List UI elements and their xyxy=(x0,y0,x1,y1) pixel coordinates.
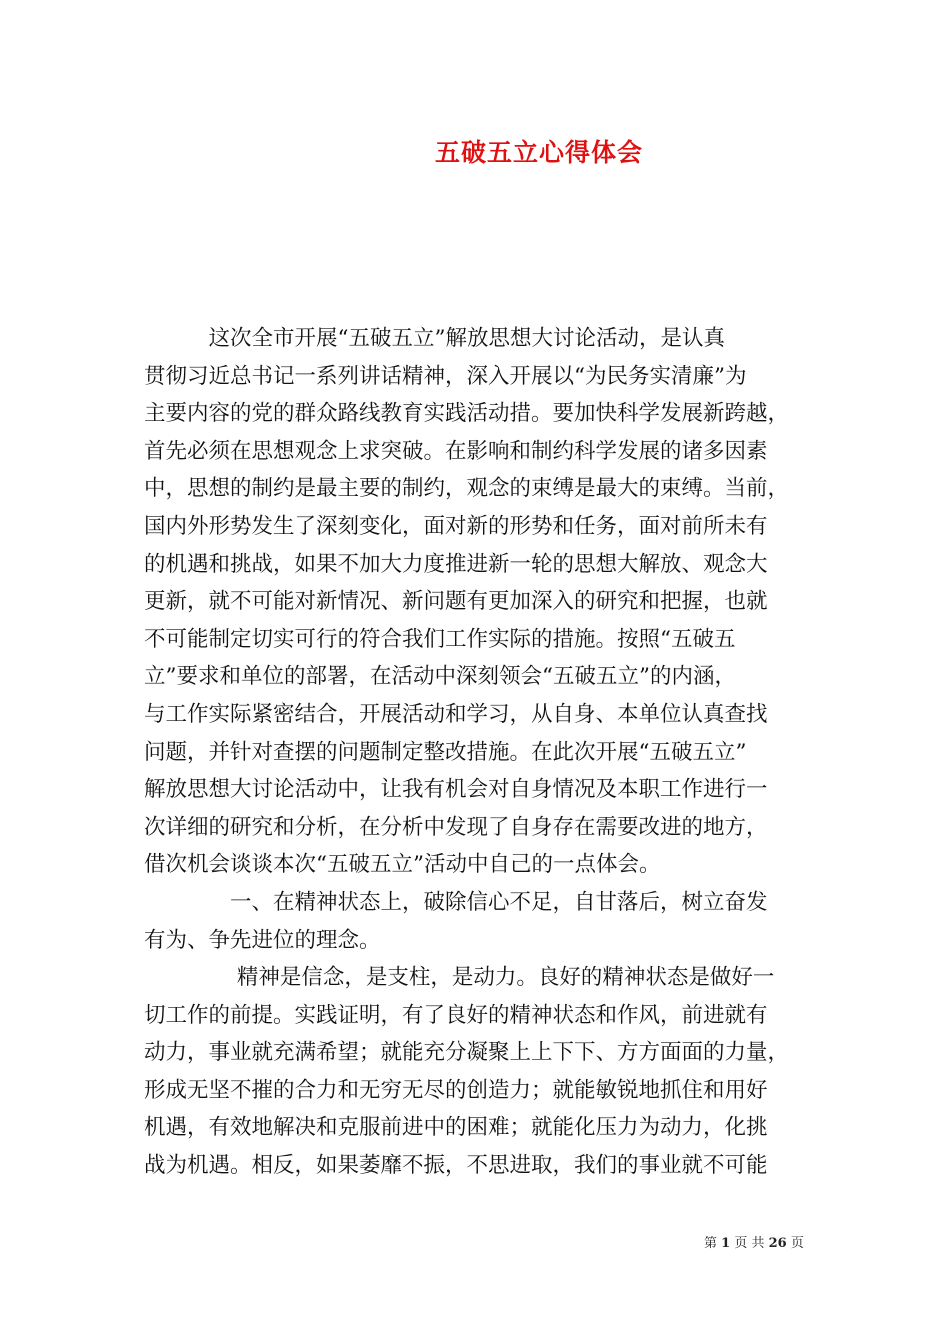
section-heading-line: 一、在精神状态上，破除信心不足，自甘落后，树立奋发 xyxy=(144,889,768,915)
footer-suffix: 页 xyxy=(786,1236,804,1251)
body-line: 的机遇和挑战，如果不加大力度推进新一轮的思想大解放、观念大 xyxy=(144,551,768,577)
body-line: 不可能制定切实可行的符合我们工作实际的措施。按照“五破五 xyxy=(144,626,736,652)
body-line: 贯彻习近总书记一系列讲话精神，深入开展以“为民务实清廉”为 xyxy=(144,363,747,389)
document-title: 五破五立心得体会 xyxy=(434,138,643,167)
body-line: 次详细的研究和分析，在分析中发现了自身存在需要改进的地方， xyxy=(144,814,768,840)
body-line: 机遇，有效地解决和克服前进中的困难；就能化压力为动力，化挑 xyxy=(144,1115,768,1141)
current-page-number: 1 xyxy=(721,1236,731,1251)
body-line: 解放思想大讨论活动中，让我有机会对自身情况及本职工作进行一 xyxy=(144,777,768,803)
footer-middle: 页 共 xyxy=(730,1236,769,1251)
body-line: 与工作实际紧密结合，开展活动和学习，从自身、本单位认真查找 xyxy=(144,701,768,727)
body-line: 战为机遇。相反，如果萎靡不振，不思进取，我们的事业就不可能 xyxy=(144,1153,768,1179)
body-line: 首先必须在思想观念上求突破。在影响和制约科学发展的诸多因素 xyxy=(144,438,768,464)
body-line: 立”要求和单位的部署，在活动中深刻领会“五破五立”的内涵， xyxy=(144,664,736,690)
body-line: 借次机会谈谈本次“五破五立”活动中自己的一点体会。 xyxy=(144,852,661,878)
footer-prefix: 第 xyxy=(704,1236,722,1251)
body-line: 这次全市开展“五破五立”解放思想大讨论活动，是认真 xyxy=(144,326,725,351)
body-line: 精神是信念，是支柱，是动力。良好的精神状态是做好一 xyxy=(144,965,775,991)
body-line: 中，思想的制约是最主要的制约，观念的束缚是最大的束缚。当前， xyxy=(144,476,790,502)
body-line: 切工作的前提。实践证明，有了良好的精神状态和作风，前进就有 xyxy=(144,1002,768,1028)
body-line: 国内外形势发生了深刻变化，面对新的形势和任务，面对前所未有 xyxy=(144,513,768,539)
document-body xyxy=(144,320,812,1185)
body-line: 问题，并针对查摆的问题制定整改措施。在此次开展“五破五立” xyxy=(144,739,747,765)
body-line: 主要内容的党的群众路线教育实践活动措。要加快科学发展新跨越， xyxy=(144,401,790,427)
body-line: 更新，就不可能对新情况、新问题有更加深入的研究和把握，也就 xyxy=(144,589,768,615)
body-line: 形成无坚不摧的合力和无穷无尽的创造力；就能敏锐地抓住和用好 xyxy=(144,1077,768,1103)
total-page-count: 26 xyxy=(768,1236,787,1251)
page-footer xyxy=(704,1232,804,1251)
section-heading-line: 有为、争先进位的理念。 xyxy=(144,927,381,953)
body-line: 动力，事业就充满希望；就能充分凝聚上上下下、方方面面的力量， xyxy=(144,1040,790,1066)
